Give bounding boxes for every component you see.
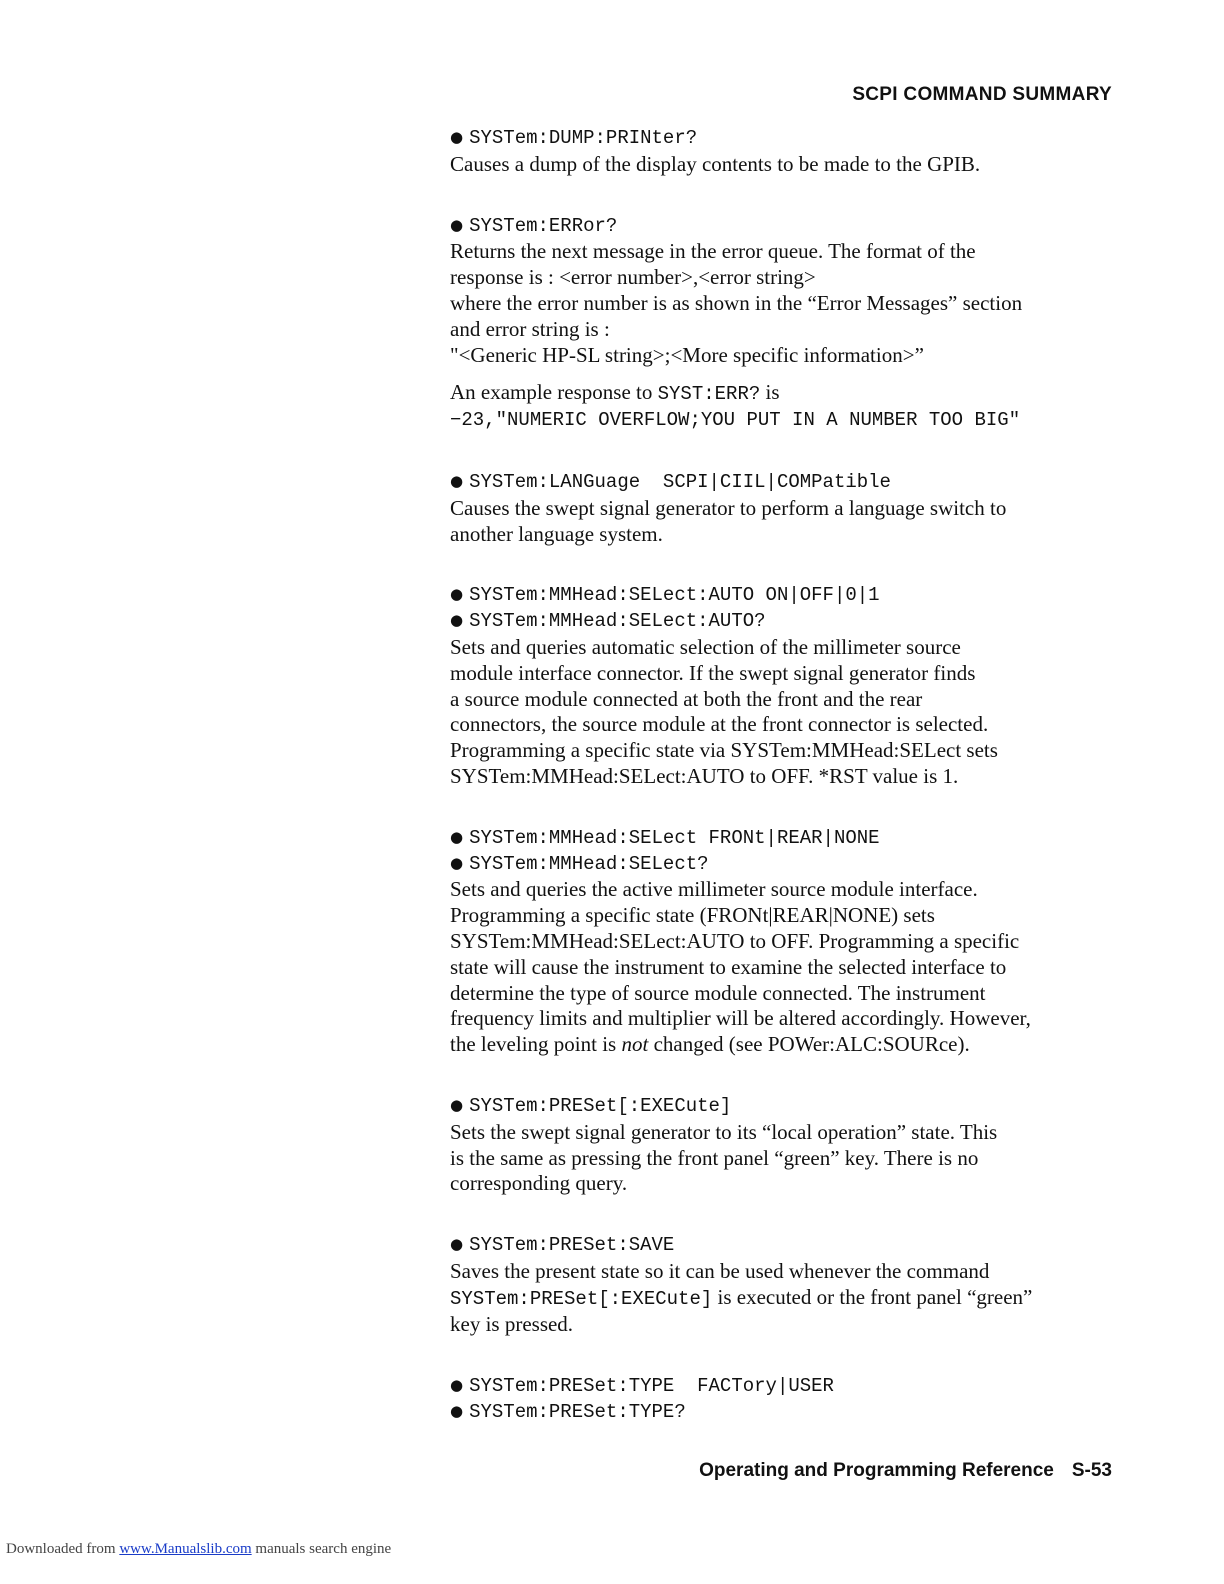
- description: Causes a dump of the display contents to be made to the GPIB.: [450, 151, 981, 176]
- description-line: where the error number is as shown in the “Error Messages” section: [450, 290, 1023, 315]
- description-line: connectors, the source module at the front connector is selected.: [450, 712, 989, 737]
- description-line: key is pressed.: [450, 1312, 574, 1337]
- entry-mmhead-select-auto: [450, 583, 1120, 789]
- entry-error: [450, 214, 1120, 434]
- command-line: ● SYSTem:PRESet:TYPE?: [450, 1401, 686, 1424]
- command-line: ● SYSTem:PRESet[:EXECute]: [450, 1094, 732, 1117]
- bullet-icon: ●: [450, 1376, 464, 1395]
- description-line: and error string is :: [450, 316, 610, 341]
- command-line: ● SYSTem:PRESet:TYPE FACTory|USER: [450, 1375, 834, 1398]
- page-number: S-53: [1071, 1460, 1112, 1481]
- description-line: "<Generic HP-SL string>;<More specific information>”: [450, 342, 924, 367]
- running-header: SCPI COMMAND SUMMARY: [852, 84, 1112, 105]
- description-line: SYSTem:PRESet[:EXECute] is executed or the front panel “green”: [450, 1284, 1033, 1310]
- command-line: ● SYSTem:LANGuage SCPI|CIIL|COMPatible: [450, 470, 891, 493]
- description-line: is the same as pressing the front panel “green” key. There is no: [450, 1145, 979, 1170]
- bullet-icon: ●: [450, 1095, 464, 1114]
- description-line: Programming a specific state (FRONt|REAR|NONE) sets: [450, 903, 935, 928]
- bullet-icon: ●: [450, 215, 464, 234]
- description-line: SYSTem:MMHead:SELect:AUTO to OFF. Programming a specific: [450, 928, 1020, 953]
- description-line: Programming a specific state via SYSTem:MMHead:SELect sets: [450, 738, 998, 763]
- bullet-icon: ●: [450, 128, 464, 146]
- footer-section-title: Operating and Programming Reference: [699, 1460, 1054, 1481]
- command-line: ● SYSTem:DUMP:PRINter?: [450, 127, 698, 149]
- bullet-icon: ●: [450, 853, 464, 872]
- description-line: Saves the present state so it can be used whenever the command: [450, 1258, 990, 1283]
- description-line: Sets the swept signal generator to its “local operation” state. This: [450, 1119, 998, 1144]
- bullet-icon: ●: [450, 827, 464, 846]
- description-line: a source module connected at both the front and the rear: [450, 686, 923, 711]
- description-line: Returns the next message in the error queue. The format of the: [450, 239, 976, 264]
- description-line: Sets and queries the active millimeter source module interface.: [450, 877, 978, 902]
- command-line: ● SYSTem:MMHead:SELect?: [450, 852, 709, 875]
- command-line: ● SYSTem:MMHead:SELect:AUTO?: [450, 610, 766, 633]
- entry-dump-printer: [450, 126, 1120, 178]
- download-notice: Downloaded from www.Manualslib.com manuals search engine: [6, 1541, 392, 1557]
- command-line: ● SYSTem:PRESet:SAVE: [450, 1234, 675, 1257]
- description-line: module interface connector. If the swept signal generator finds: [450, 660, 976, 685]
- description-line: response is : <error number>,<error string>: [450, 265, 816, 290]
- bullet-icon: ●: [450, 611, 464, 630]
- entry-language: [450, 470, 1120, 547]
- description-line: the leveling point is not changed (see POWer:ALC:SOURce).: [450, 1032, 970, 1057]
- bullet-icon: ●: [450, 585, 464, 604]
- entry-preset-type: [450, 1374, 1120, 1426]
- description-line: state will cause the instrument to examine the selected interface to: [450, 954, 1007, 979]
- description-line: frequency limits and multiplier will be altered accordingly. However,: [450, 1006, 1031, 1031]
- example-response: −23,"NUMERIC OVERFLOW;YOU PUT IN A NUMBER TOO BIG": [450, 409, 1021, 432]
- bullet-icon: ●: [450, 471, 464, 490]
- command-line: ● SYSTem:ERRor?: [450, 214, 618, 237]
- manualslib-link[interactable]: www.Manualslib.com: [119, 1541, 252, 1557]
- entry-mmhead-select: [450, 826, 1120, 1058]
- page-footer: [699, 1460, 1112, 1482]
- description-line: another language system.: [450, 521, 663, 546]
- description-line: SYSTem:MMHead:SELect:AUTO to OFF. *RST value is 1.: [450, 763, 959, 788]
- bullet-icon: ●: [450, 1402, 464, 1421]
- example-intro: An example response to SYST:ERR? is: [450, 380, 780, 406]
- command-line: ● SYSTem:MMHead:SELect FRONt|REAR|NONE: [450, 826, 880, 849]
- command-line: ● SYSTem:MMHead:SELect:AUTO ON|OFF|0|1: [450, 584, 880, 607]
- command-list: [450, 126, 1120, 1462]
- description-line: determine the type of source module connected. The instrument: [450, 980, 986, 1005]
- description-line: Causes the swept signal generator to perform a language switch to: [450, 495, 1007, 520]
- entry-preset-execute: [450, 1094, 1120, 1197]
- description-line: Sets and queries automatic selection of the millimeter source: [450, 634, 961, 659]
- entry-preset-save: [450, 1233, 1120, 1338]
- bullet-icon: ●: [450, 1235, 464, 1254]
- description-line: corresponding query.: [450, 1171, 628, 1196]
